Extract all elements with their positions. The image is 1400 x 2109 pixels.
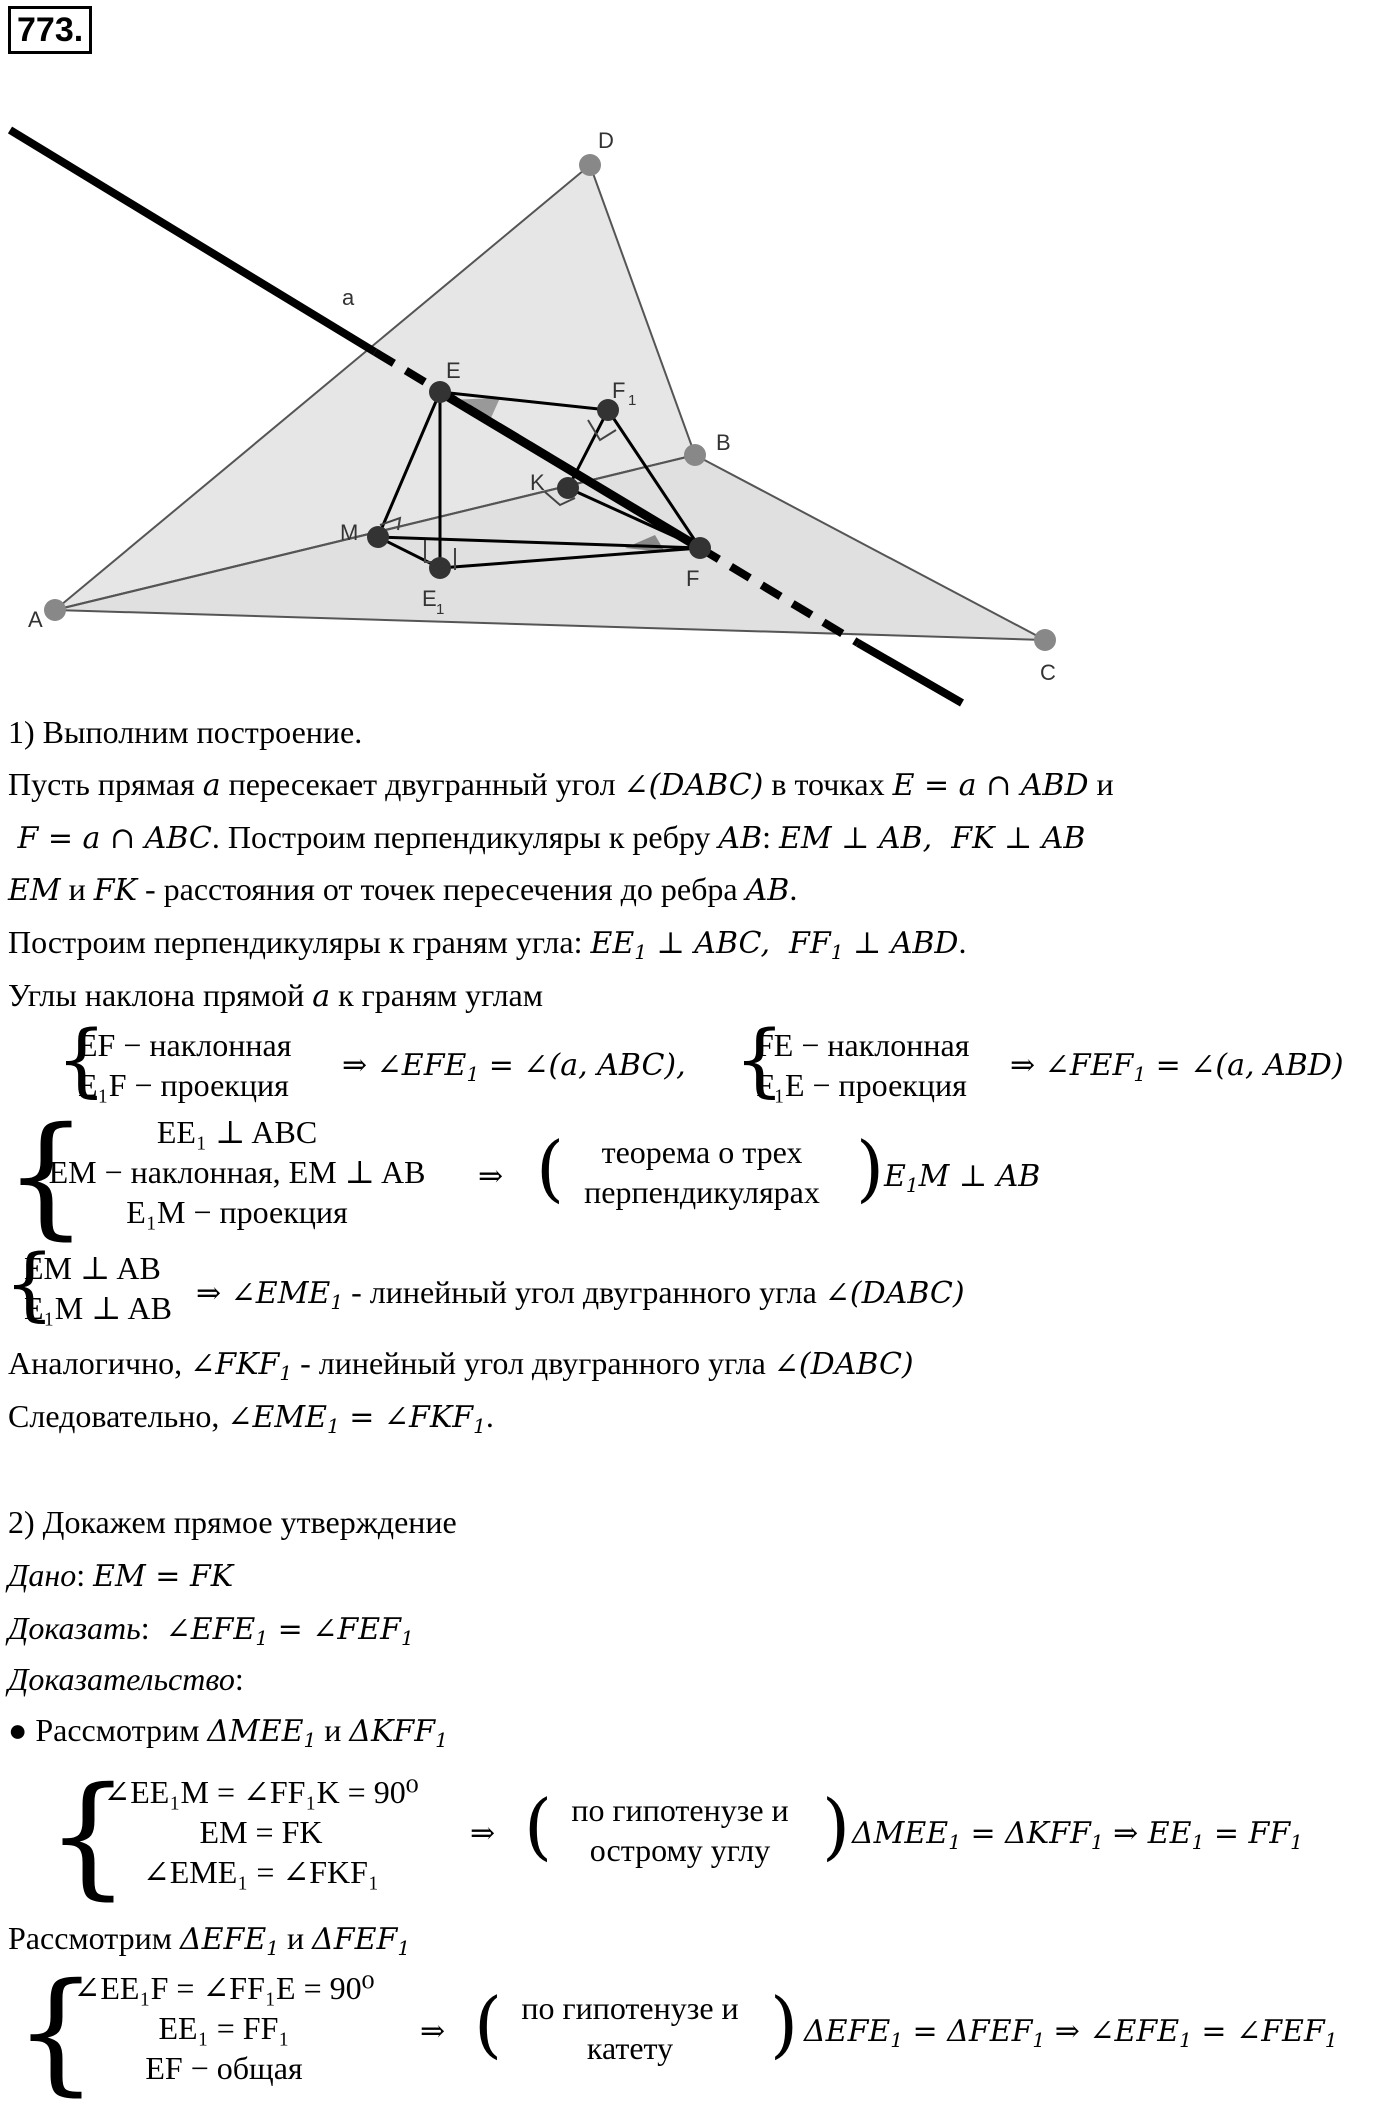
paren-close-c: ) [856,1126,885,1210]
label-F1-sub: 1 [628,392,637,409]
brace-b: { [734,1013,785,1106]
para-3: EM и FK - расстояния от точек пересечения до ребра AB. [8,871,798,908]
brace-d: { [4,1237,55,1330]
consider-1: ● Рассмотрим $\Delta MEE_1$ и $\Delta KFF_1$ [8,1712,448,1752]
implies-f: ⇒ [420,2014,446,2049]
result-a: ⇒ $\angle EFE_1$ = ∠(a, ABC), [342,1048,686,1086]
label-B: B [716,430,731,455]
prove: Доказать: $\angle EFE_1$ = $\angle FEF_1$ [8,1610,414,1650]
label-E1: E [422,586,437,611]
para-4: Построим перпендикуляры к граням угла: $EE_1$ ⊥ ABC, $FF_1$ ⊥ ABD. [8,924,967,964]
paren-open-e: ( [524,1784,553,1868]
system-b: FE − наклонная F₁E − проекция [756,1027,970,1103]
consider-2: Рассмотрим $\Delta EFE_1$ и $\Delta FEF_1$ [8,1920,411,1960]
paren-close-f: ) [770,1982,799,2066]
brace-e: { [46,1759,130,1913]
label-F: F [686,566,700,591]
para-hence: Следовательно, $\angle EME_1$ = $\angle FKF_1$. [8,1398,494,1438]
label-E: E [446,358,461,383]
para-1: Пусть прямая a пересекает двугранный угол ∠(DABC) в точках E = a ∩ ABD и [8,766,1114,803]
label-C: C [1040,660,1056,685]
para-5: Углы наклона прямой a к граням углам [8,977,543,1014]
result-e: $\Delta MEE_1 = \Delta KFF_1$ ⇒ $EE_1 = FF_1$ [852,1816,1303,1854]
step1-heading: 1) Выполним построение. [8,714,363,750]
implies-e: ⇒ [470,1816,496,1851]
label-a: a [342,285,355,310]
system-f: ∠EE₁F = ∠FF₁E = 90⁰ EE₁ = FF₁ EF − общая [73,1970,375,2086]
system-e: ∠EE₁M = ∠FF₁K = 90⁰ EM = FK ∠EME₁ = ∠FKF₁ [103,1774,419,1890]
result-c: $E_1M$ ⊥ AB [884,1159,1041,1197]
label-D: D [598,128,614,153]
para-2: F = a ∩ ABC. Построим перпендикуляры к ребру AB: EM ⊥ AB, FK ⊥ AB [8,819,1086,856]
label-A: A [28,607,43,632]
brace-f: { [14,1955,98,2109]
paren-open-c: ( [536,1126,565,1210]
para-analog: Аналогично, $\angle FKF_1$ - линейный угол двугранного угла ∠(DABC) [8,1345,914,1385]
label-M: M [340,520,359,545]
label-F1: F [612,378,626,403]
paren-open-f: ( [474,1982,503,2066]
brace-c: { [4,1099,88,1253]
theorem-note: теорема о трех перпендикулярах [584,1134,820,1210]
label-K: K [530,470,545,495]
proof-label: Доказательство: [8,1661,244,1697]
geometry-figure [0,110,1056,700]
system-a: EF − наклонная E₁F − проекция [78,1027,292,1103]
label-E1-sub: 1 [436,601,445,618]
hyp-note-2: по гипотенузе и катету [521,1990,739,2066]
paren-close-e: ) [822,1784,851,1868]
system-d: EM ⊥ AB E₁M ⊥ AB [24,1250,172,1326]
implies-c: ⇒ [478,1159,504,1194]
result-b: ⇒ $\angle FEF_1$ = ∠(a, ABD) [1010,1048,1344,1086]
given: Дано: EM = FK [8,1557,234,1594]
result-f: $\Delta EFE_1 = \Delta FEF_1$ ⇒ $\angle EFE_1$ = $\angle FEF_1$ [804,2014,1338,2052]
brace-a: { [56,1013,107,1106]
hyp-note-1: по гипотенузе и острому углу [571,1792,789,1868]
task-number: 773. [8,6,92,54]
step2-heading: 2) Докажем прямое утверждение [8,1504,457,1540]
result-d: ⇒ $\angle EME_1$ - линейный угол двугранного угла ∠(DABC) [196,1274,965,1314]
system-c: EE₁ ⊥ ABC EM − наклонная, EM ⊥ AB E₁M − проекция [48,1114,426,1230]
